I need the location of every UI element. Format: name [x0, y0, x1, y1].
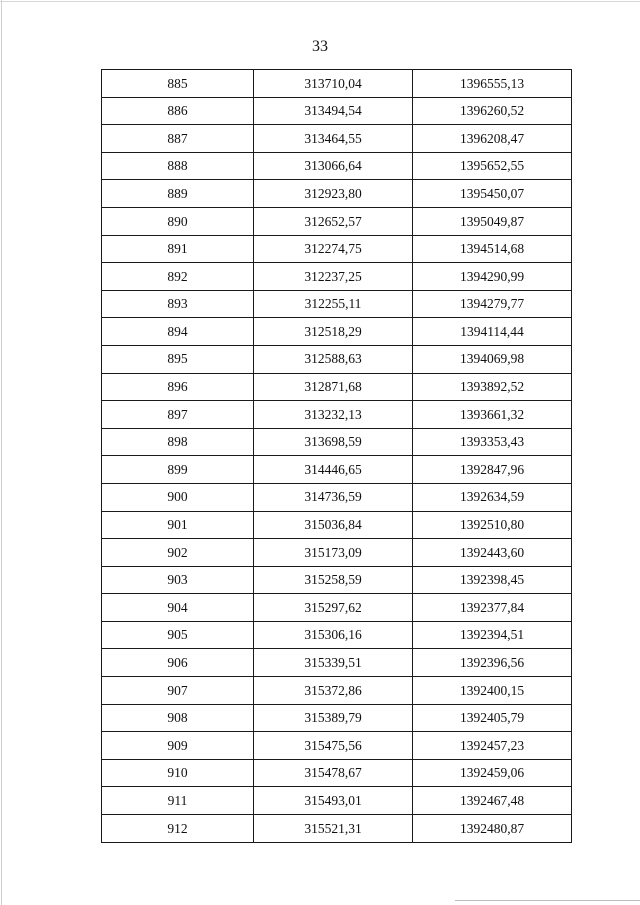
coordinate-x-cell: 315521,31	[254, 815, 413, 843]
coordinate-y-cell: 1394290,99	[413, 263, 572, 291]
coordinate-y-cell: 1393353,43	[413, 428, 572, 456]
coordinate-y-cell: 1393892,52	[413, 373, 572, 401]
coordinate-x-cell: 312255,11	[254, 290, 413, 318]
coordinate-y-cell: 1395049,87	[413, 207, 572, 235]
coordinate-x-cell: 312274,75	[254, 235, 413, 263]
coordinate-y-cell: 1394069,98	[413, 345, 572, 373]
coordinate-x-cell: 312588,63	[254, 345, 413, 373]
table-row	[102, 649, 572, 677]
table-row	[102, 759, 572, 787]
point-number-cell: 894	[102, 318, 254, 346]
point-number-cell: 905	[102, 621, 254, 649]
coordinate-x-cell: 314736,59	[254, 483, 413, 511]
coordinates-table-body	[102, 70, 572, 843]
point-number-cell: 888	[102, 152, 254, 180]
point-number-cell: 886	[102, 97, 254, 125]
table-row	[102, 290, 572, 318]
point-number-cell: 887	[102, 125, 254, 153]
coordinate-y-cell: 1392443,60	[413, 539, 572, 567]
coordinate-x-cell: 315372,86	[254, 677, 413, 705]
coordinate-x-cell: 315475,56	[254, 732, 413, 760]
table-row	[102, 318, 572, 346]
table-row	[102, 732, 572, 760]
point-number-cell: 891	[102, 235, 254, 263]
coordinate-y-cell: 1392394,51	[413, 621, 572, 649]
point-number-cell: 890	[102, 207, 254, 235]
coordinate-x-cell: 312652,57	[254, 207, 413, 235]
point-number-cell: 897	[102, 401, 254, 429]
coordinate-y-cell: 1392510,80	[413, 511, 572, 539]
point-number-cell: 911	[102, 787, 254, 815]
coordinate-y-cell: 1396555,13	[413, 70, 572, 98]
coordinate-y-cell: 1392396,56	[413, 649, 572, 677]
scan-edge-left	[1, 0, 2, 905]
table-row	[102, 70, 572, 98]
coordinate-x-cell: 313232,13	[254, 401, 413, 429]
coordinate-x-cell: 315389,79	[254, 704, 413, 732]
coordinates-table	[101, 69, 572, 843]
table-row	[102, 483, 572, 511]
coordinate-y-cell: 1393661,32	[413, 401, 572, 429]
point-number-cell: 906	[102, 649, 254, 677]
table-row	[102, 345, 572, 373]
coordinate-y-cell: 1396208,47	[413, 125, 572, 153]
coordinate-y-cell: 1392467,48	[413, 787, 572, 815]
coordinate-y-cell: 1392634,59	[413, 483, 572, 511]
point-number-cell: 896	[102, 373, 254, 401]
coordinate-x-cell: 315173,09	[254, 539, 413, 567]
coordinate-x-cell: 313066,64	[254, 152, 413, 180]
table-row	[102, 704, 572, 732]
coordinate-y-cell: 1392377,84	[413, 594, 572, 622]
point-number-cell: 901	[102, 511, 254, 539]
point-number-cell: 910	[102, 759, 254, 787]
coordinate-y-cell: 1392847,96	[413, 456, 572, 484]
point-number-cell: 889	[102, 180, 254, 208]
coordinate-x-cell: 315306,16	[254, 621, 413, 649]
table-row	[102, 207, 572, 235]
table-row	[102, 180, 572, 208]
coordinate-y-cell: 1395652,55	[413, 152, 572, 180]
coordinate-x-cell: 315036,84	[254, 511, 413, 539]
coordinate-x-cell: 313698,59	[254, 428, 413, 456]
coordinate-y-cell: 1396260,52	[413, 97, 572, 125]
coordinate-x-cell: 313464,55	[254, 125, 413, 153]
coordinate-x-cell: 315478,67	[254, 759, 413, 787]
coordinate-x-cell: 315339,51	[254, 649, 413, 677]
point-number-cell: 912	[102, 815, 254, 843]
table-row	[102, 152, 572, 180]
coordinate-x-cell: 312237,25	[254, 263, 413, 291]
table-row	[102, 263, 572, 291]
coordinate-y-cell: 1394514,68	[413, 235, 572, 263]
table-row	[102, 566, 572, 594]
coordinate-x-cell: 312923,80	[254, 180, 413, 208]
point-number-cell: 885	[102, 70, 254, 98]
coordinate-x-cell: 313710,04	[254, 70, 413, 98]
table-row	[102, 621, 572, 649]
point-number-cell: 892	[102, 263, 254, 291]
point-number-cell: 899	[102, 456, 254, 484]
coordinate-y-cell: 1392480,87	[413, 815, 572, 843]
coordinate-x-cell: 315493,01	[254, 787, 413, 815]
table-row	[102, 787, 572, 815]
table-row	[102, 97, 572, 125]
table-row	[102, 125, 572, 153]
table-row	[102, 815, 572, 843]
point-number-cell: 903	[102, 566, 254, 594]
coordinate-x-cell: 314446,65	[254, 456, 413, 484]
point-number-cell: 893	[102, 290, 254, 318]
table-row	[102, 401, 572, 429]
table-row	[102, 539, 572, 567]
coordinate-y-cell: 1392457,23	[413, 732, 572, 760]
point-number-cell: 904	[102, 594, 254, 622]
point-number-cell: 895	[102, 345, 254, 373]
point-number-cell: 907	[102, 677, 254, 705]
coordinate-y-cell: 1394279,77	[413, 290, 572, 318]
coordinate-x-cell: 313494,54	[254, 97, 413, 125]
point-number-cell: 898	[102, 428, 254, 456]
coordinate-y-cell: 1392398,45	[413, 566, 572, 594]
point-number-cell: 909	[102, 732, 254, 760]
coordinate-x-cell: 312871,68	[254, 373, 413, 401]
coordinate-y-cell: 1392459,06	[413, 759, 572, 787]
scan-edge-top	[0, 1, 640, 2]
table-row	[102, 428, 572, 456]
table-row	[102, 456, 572, 484]
table-row	[102, 677, 572, 705]
point-number-cell: 900	[102, 483, 254, 511]
coordinate-x-cell: 315258,59	[254, 566, 413, 594]
coordinate-y-cell: 1392405,79	[413, 704, 572, 732]
table-row	[102, 373, 572, 401]
table-row	[102, 594, 572, 622]
coordinate-x-cell: 315297,62	[254, 594, 413, 622]
scan-edge-bottom	[455, 900, 640, 901]
coordinate-y-cell: 1394114,44	[413, 318, 572, 346]
coordinate-y-cell: 1392400,15	[413, 677, 572, 705]
table-row	[102, 511, 572, 539]
page-number: 33	[312, 38, 328, 55]
coordinate-x-cell: 312518,29	[254, 318, 413, 346]
point-number-cell: 902	[102, 539, 254, 567]
point-number-cell: 908	[102, 704, 254, 732]
table-row	[102, 235, 572, 263]
coordinate-y-cell: 1395450,07	[413, 180, 572, 208]
